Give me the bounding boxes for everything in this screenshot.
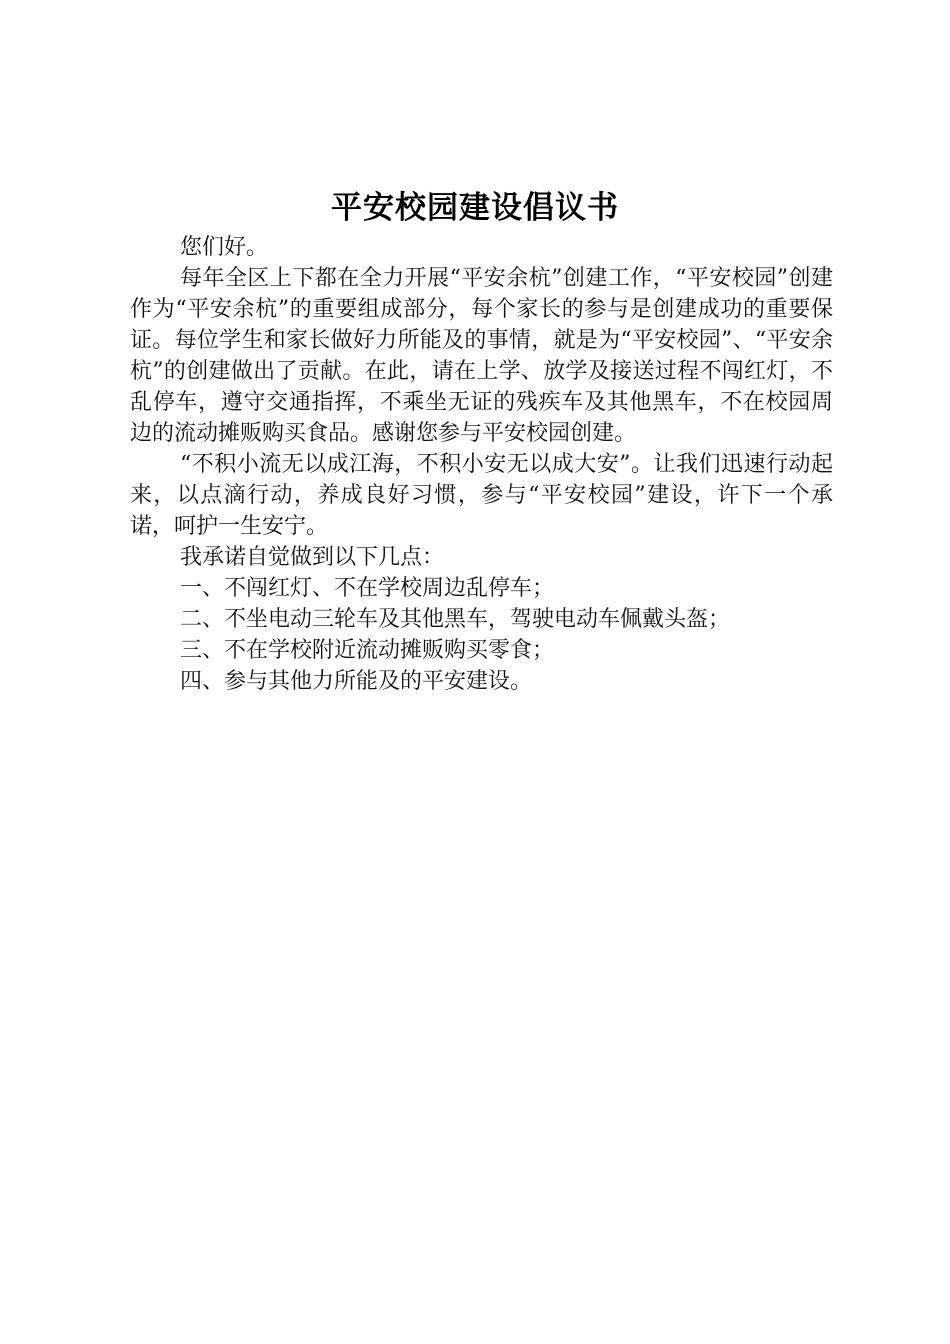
pledge-item-2: 二、不坐电动三轮车及其他黑车，驾驶电动车佩戴头盔； [180,607,731,632]
call-to-action-paragraph: “不积小流无以成江海，不积小安无以成大安”。让我们迅速行动起来，以点滴行动，养成良好习惯，参与“平安校园”建设，许下一个承诺，呵护一生安宁。 [130,452,833,539]
document-body [130,232,833,697]
pledge-heading: 我承诺自觉做到以下几点： [180,545,445,570]
intro-paragraph: 每年全区上下都在全力开展“平安余杭”创建工作，“平安校园”创建作为“平安余杭”的重要组成部分，每个家长的参与是创建成功的重要保证。每位学生和家长做好力所能及的事情，就是为“平安校园”、“平安余杭”的创建做出了贡献。在此，请在上学、放学及接送过程不闯红灯，不乱停车，遵守交通指挥，不乘坐无证的残疾车及其他黑车，不在校园周边的流动摊贩购买食品。感谢您参与平安校园创建。 [130,266,833,446]
pledge-item-3: 三、不在学校附近流动摊贩购买零食； [180,638,555,663]
pledge-item-4: 四、参与其他力所能及的平安建设。 [180,669,533,694]
greeting-paragraph: 您们好。 [180,235,269,260]
document-title: 平安校园建设倡议书 [331,190,619,226]
pledge-item-1: 一、不闯红灯、不在学校周边乱停车； [180,576,555,601]
